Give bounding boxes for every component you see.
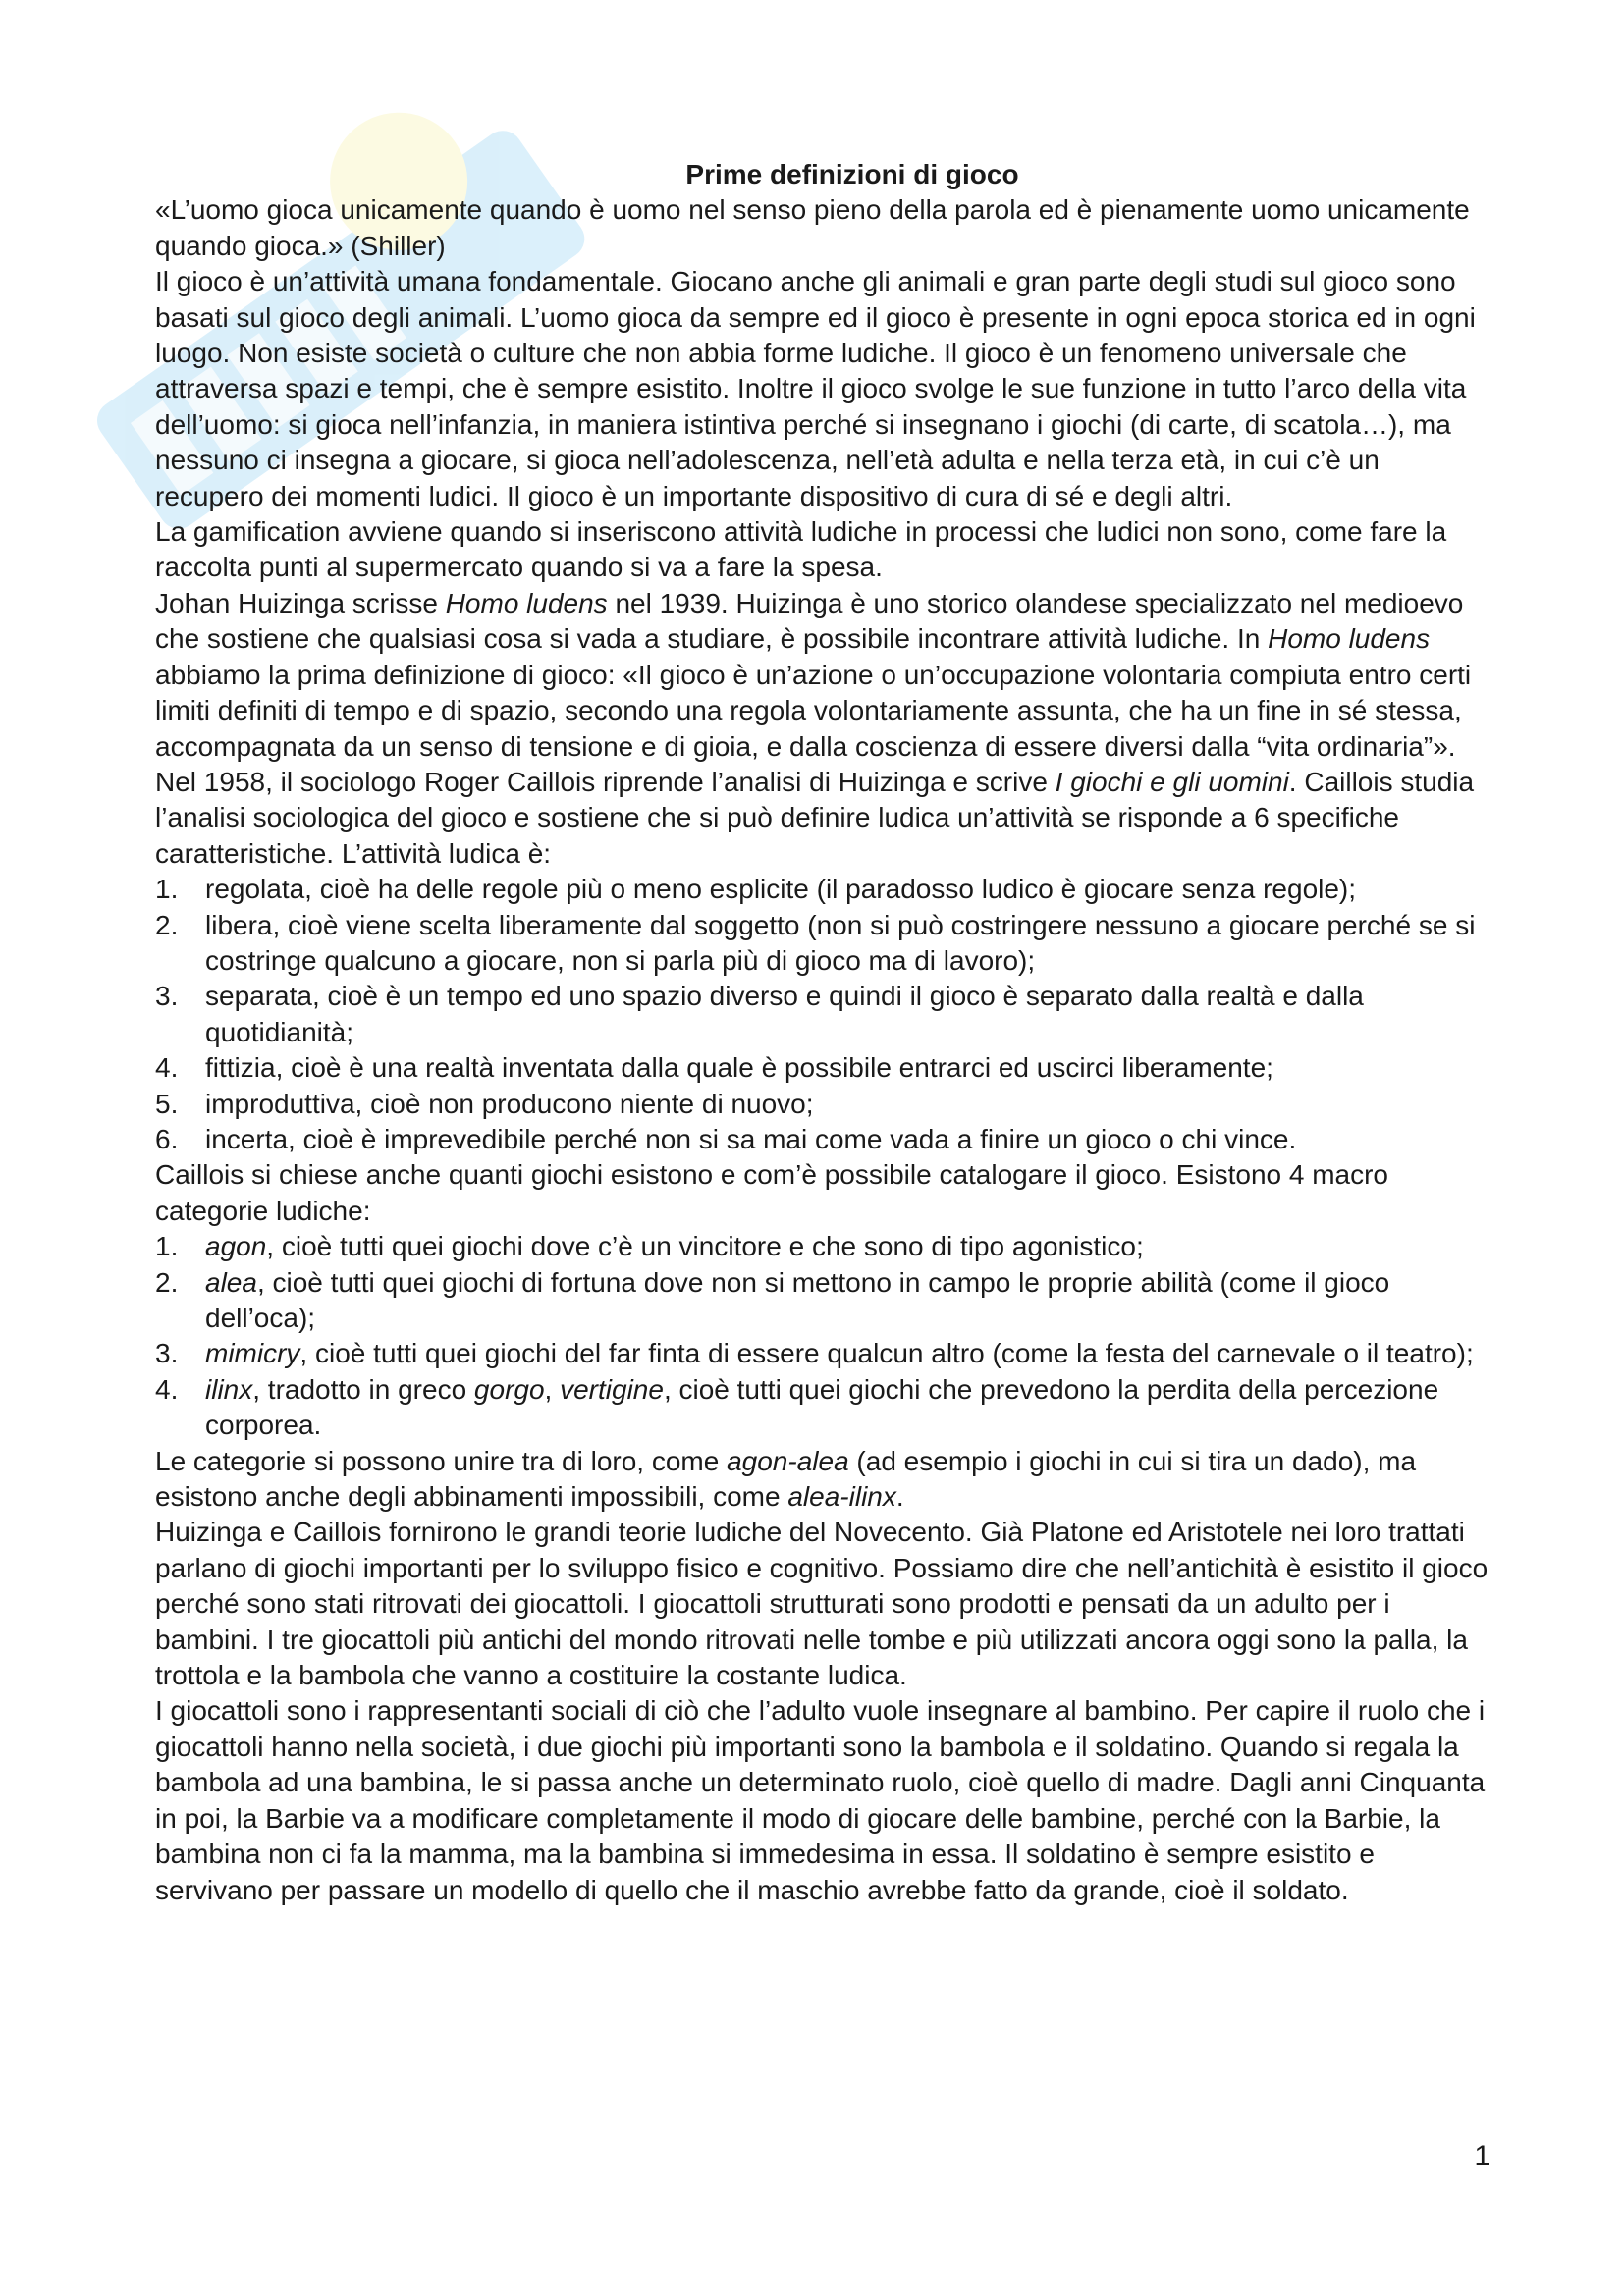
list-item: 5. improduttiva, cioè non producono niente di nuovo;: [155, 1088, 814, 1119]
list-item: 3. separata, cioè è un tempo ed uno spazio diverso e quindi il gioco è separato dalla realtà e dalla quotidianità;: [155, 981, 1364, 1047]
list-item: 3. mimicry, cioè tutti quei giochi del far finta di essere qualcun altro (come la festa del carnevale o il teatro);: [155, 1338, 1474, 1369]
toys-paragraph: I giocattoli sono i rappresentanti sociali di ciò che l’adulto vuole insegnare al bambino. Per capire il ruolo che i giocattoli hanno nella società, i due giochi più importanti sono la bambola e il soldatino. Quando si regala la bambola ad una bambina, le si passa anche un determinato ruolo, cioè quello di madre. Dagli anni Cinquanta in poi, la Barbie va a modificare completamente il modo di giocare delle bambine, perché con la Barbie, la bambina non ci fa la mamma, ma la bambina si immedesima in essa. Il soldatino è sempre esistito e servivano per passare un modello di quello che il maschio avrebbe fatto da grande, cioè il soldato.: [155, 1695, 1486, 1905]
document-body: [155, 157, 1490, 1908]
page-number: 1: [1474, 2140, 1490, 2172]
list-item: 4. fittizia, cioè è una realtà inventata dalla quale è possibile entrarci ed uscirci liberamente;: [155, 1052, 1273, 1084]
characteristics-list: [155, 872, 1490, 1157]
list-item: 2. libera, cioè viene scelta liberamente dal soggetto (non si può costringere nessuno a giocare perché se si costringe qualcuno a giocare, non si parla più di gioco ma di lavoro);: [155, 909, 1476, 976]
huizinga-paragraph: Johan Huizinga scrisse Homo ludens nel 1939. Huizinga è uno storico olandese specializzato nel medioevo che sostiene che qualsiasi cosa si vada a studiare, è possibile incontrare attività ludiche. In Homo ludens abbiamo la prima definizione di gioco: «Il gioco è un’azione o un’occupazione volontaria compiuta entro certi limiti definiti di tempo e di spazio, secondo una regola volontariamente assunta, che ha un fine in sé stessa, accompagnata da un senso di tensione e di gioia, e dalla coscienza di essere diversi dalla “vita ordinaria”».: [155, 587, 1472, 762]
list-item: 2. alea, cioè tutti quei giochi di fortuna dove non si mettono in campo le proprie abilità (come il gioco dell’oca);: [155, 1266, 1390, 1333]
combinations-paragraph: Le categorie si possono unire tra di loro, come agon-alea (ad esempio i giochi in cui si tira un dado), ma esistono anche degli abbinamenti impossibili, come alea-ilinx.: [155, 1445, 1417, 1513]
quote-paragraph: «L’uomo gioca unicamente quando è uomo nel senso pieno della parola ed è pienamente uomo unicamente quando gioca.» (Shiller): [155, 194, 1470, 261]
categories-list: [155, 1229, 1490, 1443]
list-item: 6. incerta, cioè è imprevedibile perché non si sa mai come vada a finire un gioco o chi vince.: [155, 1123, 1297, 1154]
intro-paragraph: Il gioco è un’attività umana fondamentale. Giocano anche gli animali e gran parte degli studi sul gioco sono basati sul gioco degli animali. L’uomo gioca da sempre ed il gioco è presente in ogni epoca storica ed in ogni luogo. Non esiste società o culture che non abbia forme ludiche. Il gioco è un fenomeno universale che attraversa spazi e tempi, che è sempre esistito. Inoltre il gioco svolge le sue funzione in tutto l’arco della vita dell’uomo: si gioca nell’infanzia, in maniera istintiva perché si insegnano i giochi (di carte, di scatola…), ma nessuno ci insegna a giocare, si gioca nell’adolescenza, nell’età adulta e nella terza età, in cui c’è un recupero dei momenti ludici. Il gioco è un importante dispositivo di cura di sé e degli altri.: [155, 266, 1476, 511]
document-title: Prime definizioni di gioco: [685, 159, 1019, 189]
gamification-paragraph: La gamification avviene quando si inseriscono attività ludiche in processi che ludici non sono, come fare la raccolta punti al supermercato quando si va a fare la spesa.: [155, 516, 1447, 583]
list-item: 1. agon, cioè tutti quei giochi dove c’è un vincitore e che sono di tipo agonistico;: [155, 1231, 1144, 1262]
history-paragraph: Huizinga e Caillois fornirono le grandi teorie ludiche del Novecento. Già Platone ed Aristotele nei loro trattati parlano di giochi importanti per lo sviluppo fisico e cognitivo. Possiamo dire che nell’antichità è esistito il gioco perché sono stati ritrovati dei giocattoli. I giocattoli strutturati sono prodotti e pensati da un adulto per i bambini. I tre giocattoli più antichi del mondo ritrovati nelle tombe e più utilizzati ancora oggi sono la palla, la trottola e la bambola che vanno a costituire la costante ludica.: [155, 1517, 1489, 1691]
caillois-paragraph: Nel 1958, il sociologo Roger Caillois riprende l’analisi di Huizinga e scrive I giochi e gli uomini. Caillois studia l’analisi sociologica del gioco e sostiene che si può definire ludica un’attività se risponde a 6 specifiche caratteristiche. L’attività ludica è:: [155, 766, 1475, 869]
list-item: 4. ilinx, tradotto in greco gorgo, vertigine, cioè tutti quei giochi che prevedono la perdita della percezione corporea.: [155, 1373, 1439, 1441]
categories-intro-paragraph: Caillois si chiese anche quanti giochi esistono e com’è possibile catalogare il gioco. Esistono 4 macro categorie ludiche:: [155, 1159, 1389, 1226]
list-item: 1. regolata, cioè ha delle regole più o meno esplicite (il paradosso ludico è giocare senza regole);: [155, 874, 1357, 905]
